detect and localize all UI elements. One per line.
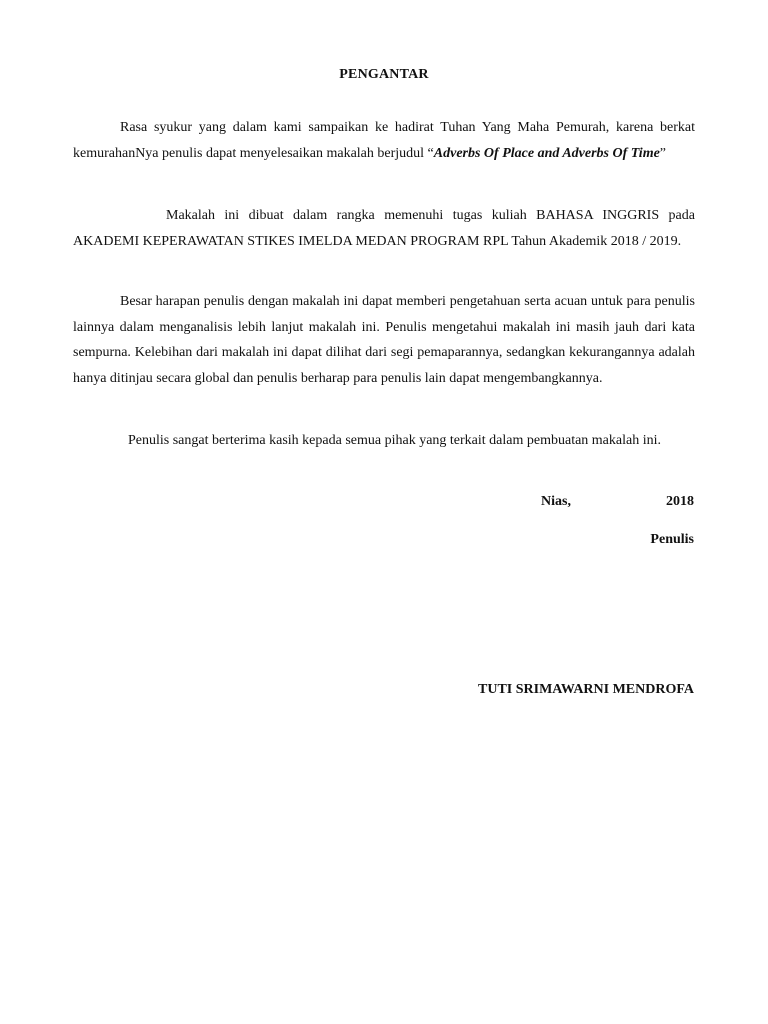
closing-quote: ” <box>659 145 667 161</box>
paragraph-hope: Besar harapan penulis dengan makalah ini dapat memberi pengetahuan serta acuan untuk para penulis lainnya dalam menganalisis lebih lanjut makalah ini. Penulis mengetahui makalah ini masih jauh dari kata sempurna. Kelebihan dari makalah ini dapat dilihat dari segi pemaparannya, sedangkan kekurangannya adalah hanya ditinjau secara global dan penulis berharap para penulis lain dapat mengembangkannya. <box>73 294 695 386</box>
paragraph-thanks: Penulis sangat berterima kasih kepada semua pihak yang terkait dalam pembuatan makalah ini. <box>128 433 661 448</box>
signature-role: Penulis <box>650 532 694 547</box>
paper-title-emphasis: Adverbs Of Place and Adverbs Of Time <box>433 145 660 161</box>
document-title: PENGANTAR <box>339 67 429 82</box>
author-name: TUTI SRIMAWARNI MENDROFA <box>478 682 694 697</box>
paragraph-gratitude <box>73 115 695 166</box>
signature-place: Nias, <box>541 494 571 509</box>
signature-year: 2018 <box>666 494 694 509</box>
paragraph-gratitude-text: Rasa syukur yang dalam kami sampaikan ke hadirat Tuhan Yang Maha Pemurah, karena berkat kemurahanNya penulis dapat menyelesaikan makalah berjudul “ <box>73 120 695 161</box>
paragraph-purpose: Makalah ini dibuat dalam rangka memenuhi tugas kuliah BAHASA INGGRIS pada AKADEMI KEPERAWATAN STIKES IMELDA MEDAN PROGRAM RPL Tahun Akademik 2018 / 2019. <box>73 208 695 249</box>
